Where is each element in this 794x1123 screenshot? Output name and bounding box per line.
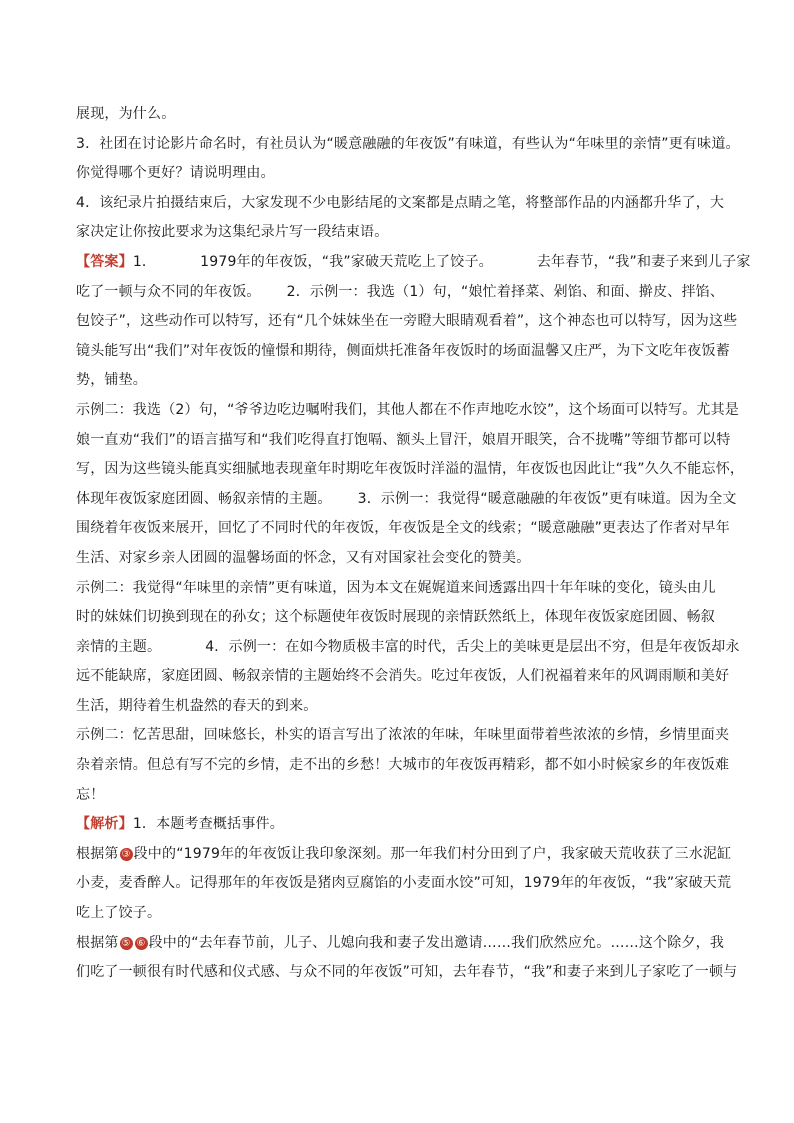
analysis-paragraph-1-line-1	[76, 840, 732, 870]
analysis-p2-quote: 段中的“去年春节前，儿子、儿媳向我和妻子发出邀请……我们欣然应允。……这个除夕，我	[148, 934, 725, 951]
answer-2-line-3: 镜头能写出“我们”对年夜饭的憧憬和期待，侧面烘托准备年夜饭时的场面温馨又庄严，为下文吃年夜饭蓄	[76, 342, 730, 359]
answer-1-part-3: 吃了一顿与众不同的年夜饭。	[76, 283, 261, 300]
question-3-line-2: 你觉得哪个更好？请说明理由。	[76, 165, 275, 182]
analysis-tag: 【解析】	[76, 816, 133, 833]
paragraph-number-badge: ③	[121, 848, 131, 860]
answer-3-example-2-line-3	[76, 633, 740, 663]
analysis-p1-lead: 根据第	[76, 845, 119, 862]
answer-1-part-2: 去年春节，“我”和妻子来到儿子家	[536, 253, 751, 270]
analysis-paragraph-2-line-2: 们吃了一顿很有时代感和仪式感、与众不同的年夜饭”可知，去年春节，“我”和妻子来到儿子家吃了一顿与	[76, 964, 738, 981]
answer-2-example-2-line-2: 娘一直劝“我们”的语言描写和“我们吃得直打饱嗝、额头上冒汗，娘眉开眼笑，合不拢嘴”等细节都可以特	[76, 431, 731, 448]
answer-2-example-2-line-4	[76, 485, 737, 515]
answer-2-example-2-line-3: 写，因为这些镜头能真实细腻地表现童年时期吃年夜饭时洋溢的温情，年夜饭也因此让“我”久久不能忘怀，	[76, 461, 745, 478]
analysis-intro: 1．本题考查概括事件。	[132, 816, 284, 833]
question-4-line-1: 4．该纪录片拍摄结束后，大家发现不少电影结尾的文案都是点睛之笔，将整部作品的内涵都升华了，大	[76, 194, 725, 211]
question-2-tail: 展现，为什么。	[76, 106, 176, 122]
answer-3-example-2-end: 亲情的主题。	[76, 638, 162, 655]
answer-3-example-2-line-2: 时的妹妹们切换到现在的孙女；这个标题使年夜饭时展现的亲情跃然纸上，体现年夜饭家庭团圆、畅叙	[76, 609, 715, 626]
answer-2-example-2-line-1: 示例二：我选（2）句，“爷爷边吃边嘱咐我们，其他人都在不作声地吃水饺”，这个场面可以特写。尤其是	[76, 401, 740, 418]
question-3-line-1: 3．社团在讨论影片命名时，有社员认为“暖意融融的年夜饭”有味道，有些认为“年味里的亲情”更有味道。	[76, 135, 740, 152]
answer-2-start: 2．示例一：我选（1）句，“娘忙着择菜、剁馅、和面、擀皮、拌馅、	[286, 283, 725, 300]
analysis-paragraph-1-line-3: 吃上了饺子。	[76, 905, 162, 922]
analysis-p1-quote: 段中的“1979年的年夜饭让我印象深刻。那一年我们村分田到了户，我家破天荒收获了三水泥缸	[133, 845, 732, 862]
answer-3-line-2: 围绕着年夜饭来展开，回忆了不同时代的年夜饭，年夜饭是全文的线索；“暖意融融”更表达了作者对早年	[76, 520, 730, 537]
answer-4-example-2-line-2: 杂着亲情。但总有写不完的乡情，走不出的乡愁！大城市的年夜饭再精彩，都不如小时候家乡的年夜饭难	[76, 757, 730, 774]
answer-1-number: 1．	[132, 253, 157, 270]
answer-3-line-3: 生活、对家乡亲人团圆的温馨场面的怀念，又有对国家社会变化的赞美。	[76, 549, 531, 566]
answer-line-1	[76, 248, 751, 278]
answer-2-example-2-end: 体现年夜饭家庭团圆、畅叙亲情的主题。	[76, 490, 332, 507]
answer-3-start: 3．示例一：我觉得“暖意融融的年夜饭”更有味道。因为全文	[357, 490, 737, 507]
paragraph-number-badge: ⑥	[136, 937, 146, 949]
answer-3-example-2-line-1: 示例二：我觉得“年味里的亲情”更有味道，因为本文在娓娓道来间透露出四十年年味的变化，镜头由儿	[76, 579, 716, 596]
analysis-p2-lead: 根据第	[76, 934, 119, 951]
answer-4-example-2-line-1: 示例二：忆苦思甜，回味悠长，朴实的语言写出了浓浓的年味，年味里面带着些浓浓的乡情，乡情里面夹	[76, 727, 730, 744]
answer-4-line-3: 生活，期待着生机盎然的春天的到来。	[76, 697, 318, 714]
answer-2-line-2: 包饺子”，这些动作可以特写，还有“几个妹妹坐在一旁瞪大眼睛观看着”，这个神态也可以特写，因为这些	[76, 313, 738, 330]
analysis-paragraph-2-line-1	[76, 929, 726, 959]
answer-4-line-2: 远不能缺席，家庭团圆、畅叙亲情的主题始终不会消失。吃过年夜饭，人们祝福着来年的风调雨顺和美好	[76, 668, 730, 685]
answer-1-part-1: 1979年的年夜饭，“我”家破天荒吃上了饺子。	[200, 253, 493, 270]
analysis-line-1	[76, 810, 726, 840]
answer-4-example-2-line-3: 忘！	[76, 786, 105, 803]
answer-line-2	[76, 278, 726, 308]
analysis-paragraph-1-line-2: 小麦，麦香醉人。记得那年的年夜饭是猪肉豆腐馅的小麦面水饺”可知，1979年的年夜饭，“我”家破天荒	[76, 875, 732, 892]
answer-2-line-4: 势，铺垫。	[76, 372, 147, 389]
document-body	[76, 100, 751, 988]
question-4-line-2: 家决定让你按此要求为这集纪录片写一段结束语。	[76, 224, 389, 241]
paragraph-number-badge: ⑤	[121, 937, 131, 949]
answer-tag: 【答案】	[76, 253, 133, 270]
answer-4-start: 4．示例一：在如今物质极丰富的时代，舌尖上的美味更是层出不穷，但是年夜饭却永	[205, 638, 740, 655]
